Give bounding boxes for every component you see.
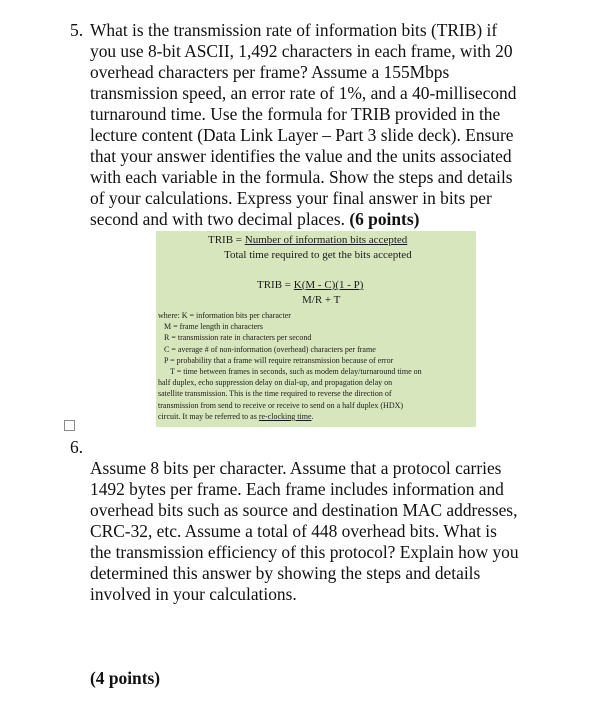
definition-k: where: K = information bits per character: [158, 311, 291, 320]
question-6-text: Assume 8 bits per character. Assume that a protocol carries 1492 bytes per frame. Each frame includes information and overhead bits such as source and destination MAC addresses, CRC-32, etc. Assume a total of 448 overhead bits. What is the transmission efficiency of this protocol? Explain how you determined this answer by showing the steps and details involved in your calculations.: [90, 458, 519, 604]
trib-denominator: Total time required to get the bits accepted: [224, 249, 412, 261]
definition-p: P = probability that a frame will require retransmission because of error: [164, 355, 394, 365]
definition-t: T = time between frames in seconds, such as modem delay/turnaround time on: [170, 367, 422, 377]
trib-numerator: Number of information bits accepted: [244, 234, 408, 246]
checkbox[interactable]: [64, 420, 75, 431]
definition-t-cont-2: satellite transmission. This is the time required to reverse the direction of: [158, 389, 392, 399]
question-5-number: 5.: [70, 20, 84, 40]
question-5-points: (6 points): [349, 209, 420, 229]
definition-t-cont-4: circuit. It may be referred to as re-clocking time.: [158, 411, 314, 421]
definition-t-cont-1: half duplex, echo suppression delay on dial-up, and propagation delay on: [158, 378, 393, 388]
trib-formula-line: TRIB = K(M - C)(1 - P): [257, 279, 364, 291]
trib-formula-numerator: K(M - C)(1 - P): [293, 279, 364, 291]
question-6: [70, 437, 550, 710]
definition-m: M = frame length in characters: [164, 322, 263, 332]
trib-formula-denominator: M/R + T: [302, 294, 341, 306]
trib-formula-box: [156, 231, 476, 427]
reclocking-time-term: re-clocking time: [258, 411, 312, 421]
question-6-points: (4 points): [90, 668, 161, 688]
definition-c: C = average # of non-information (overhead) characters per frame: [164, 344, 376, 354]
trib-definition-line: TRIB = Number of information bits accepted: [208, 234, 408, 246]
question-5: [70, 20, 550, 230]
variable-definitions: [158, 310, 476, 422]
question-5-text: What is the transmission rate of information bits (TRIB) if you use 8-bit ASCII, 1,492 characters in each frame, with 20 overhead characters per frame? Assume a 155Mbps transmission speed, an error rate of 1%, and a 40-millisecond turnaround time. Use the formula for TRIB provided in the lecture content (Data Link Layer – Part 3 slide deck). Ensure that your answer identifies the value and the units associated with each variable in the formula. Show the steps and details of your calculations. Express your final answer in bits per second and with two decimal places.: [90, 20, 517, 229]
definition-t-cont-3: transmission from send to receive or receive to send on a half duplex (HDX): [158, 400, 404, 410]
definition-r: R = transmission rate in characters per second: [164, 333, 312, 343]
question-6-number: 6.: [70, 437, 84, 457]
